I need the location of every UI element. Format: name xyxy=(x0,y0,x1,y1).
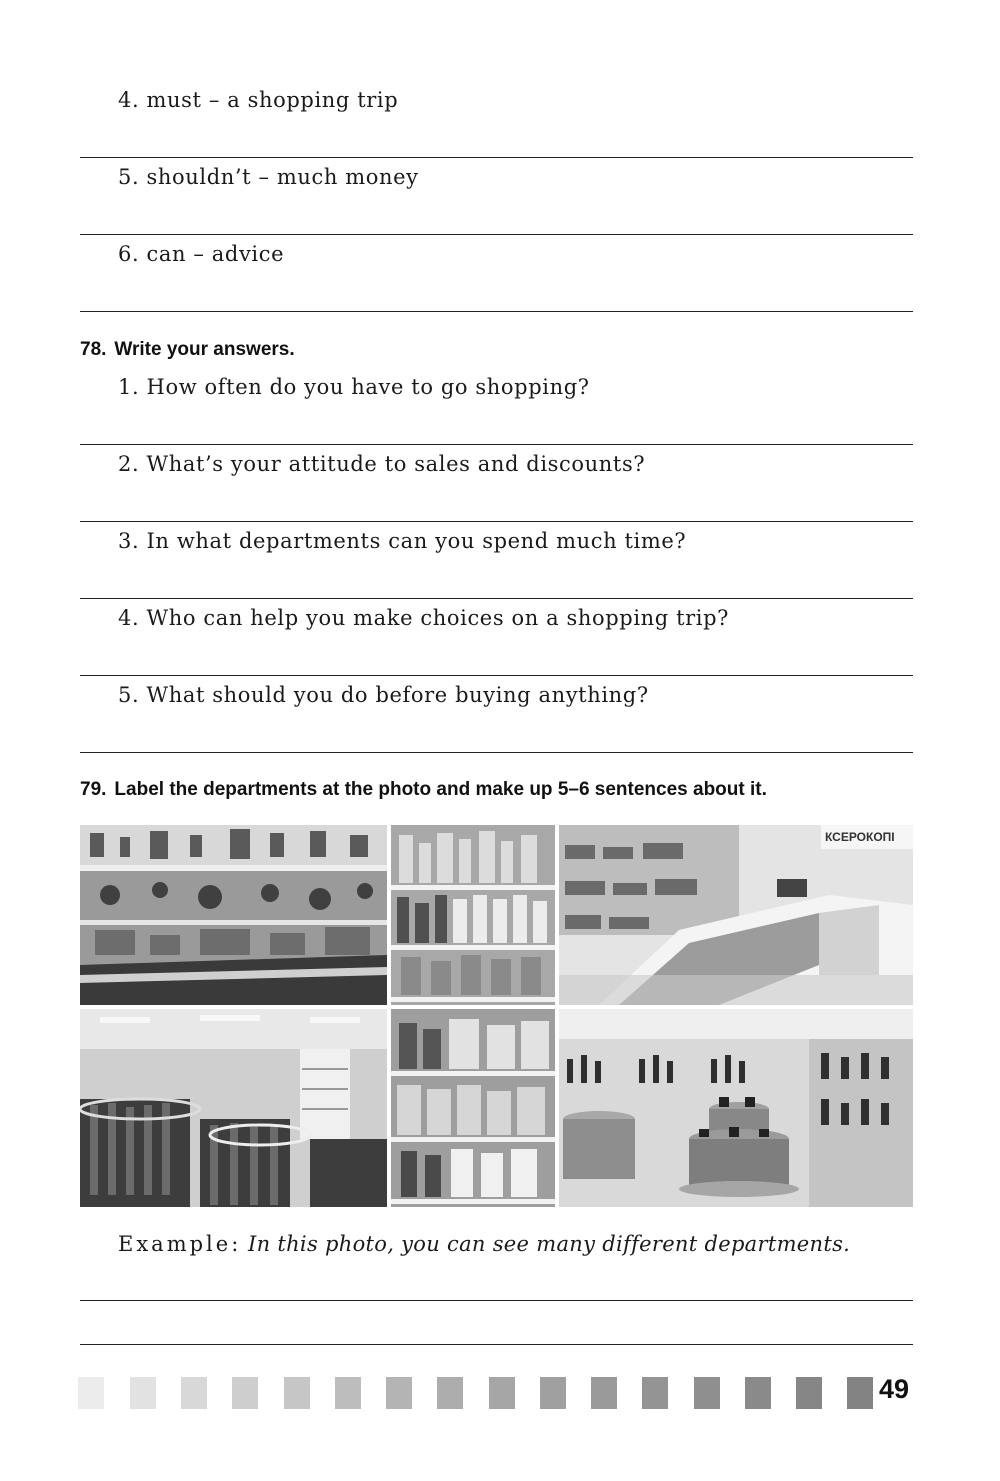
footer-square xyxy=(540,1377,566,1409)
question-item: 5. What should you do before buying anything? xyxy=(118,683,649,707)
question-item: 3. In what departments can you spend much time? xyxy=(118,529,687,553)
footer-square xyxy=(489,1377,515,1409)
footer-square xyxy=(130,1377,156,1409)
page-footer-bar xyxy=(0,1376,1000,1410)
question-item: 1. How often do you have to go shopping? xyxy=(118,375,590,399)
footer-square xyxy=(591,1377,617,1409)
footer-square xyxy=(694,1377,720,1409)
answer-line[interactable] xyxy=(80,234,913,235)
question-item: 4. Who can help you make choices on a shopping trip? xyxy=(118,606,730,630)
answer-line[interactable] xyxy=(80,675,913,676)
exercise-78-heading: 78. Write your answers. xyxy=(80,339,295,360)
exercise-item: 6. can – advice xyxy=(118,242,285,266)
answer-line[interactable] xyxy=(80,521,913,522)
exercise-79-heading: 79. Label the departments at the photo and make up 5–6 sentences about it. xyxy=(80,779,767,800)
footer-square xyxy=(284,1377,310,1409)
footer-square xyxy=(437,1377,463,1409)
footer-square xyxy=(745,1377,771,1409)
footer-square xyxy=(181,1377,207,1409)
page-number: 49 xyxy=(879,1374,910,1404)
answer-line[interactable] xyxy=(80,598,913,599)
footer-square xyxy=(386,1377,412,1409)
answer-line[interactable] xyxy=(80,1344,913,1345)
answer-line[interactable] xyxy=(80,311,913,312)
question-item: 2. What’s your attitude to sales and discounts? xyxy=(118,452,646,476)
footer-square xyxy=(232,1377,258,1409)
footer-square xyxy=(78,1377,104,1409)
answer-line[interactable] xyxy=(80,444,913,445)
example-sentence: Example: In this photo, you can see many different departments. xyxy=(118,1232,851,1256)
footer-square xyxy=(642,1377,668,1409)
answer-line[interactable] xyxy=(80,157,913,158)
gift-shop-photo xyxy=(80,825,387,1005)
shoe-store-photo xyxy=(559,1009,913,1207)
answer-line[interactable] xyxy=(80,752,913,753)
footer-square xyxy=(335,1377,361,1409)
footer-square xyxy=(796,1377,822,1409)
footer-square xyxy=(847,1377,873,1409)
stationery-counter-photo xyxy=(559,825,913,1005)
detergent-bottles-shelves-photo xyxy=(391,1009,555,1207)
answer-line[interactable] xyxy=(80,1300,913,1301)
exercise-item: 4. must – a shopping trip xyxy=(118,88,399,112)
household-chemicals-shelves-photo xyxy=(391,825,555,1005)
clothing-racks-photo xyxy=(80,1009,387,1207)
department-photo-collage xyxy=(80,825,913,1207)
exercise-item: 5. shouldn’t – much money xyxy=(118,165,419,189)
copy-service-sign: КСЕРОКОПІ xyxy=(825,830,895,844)
